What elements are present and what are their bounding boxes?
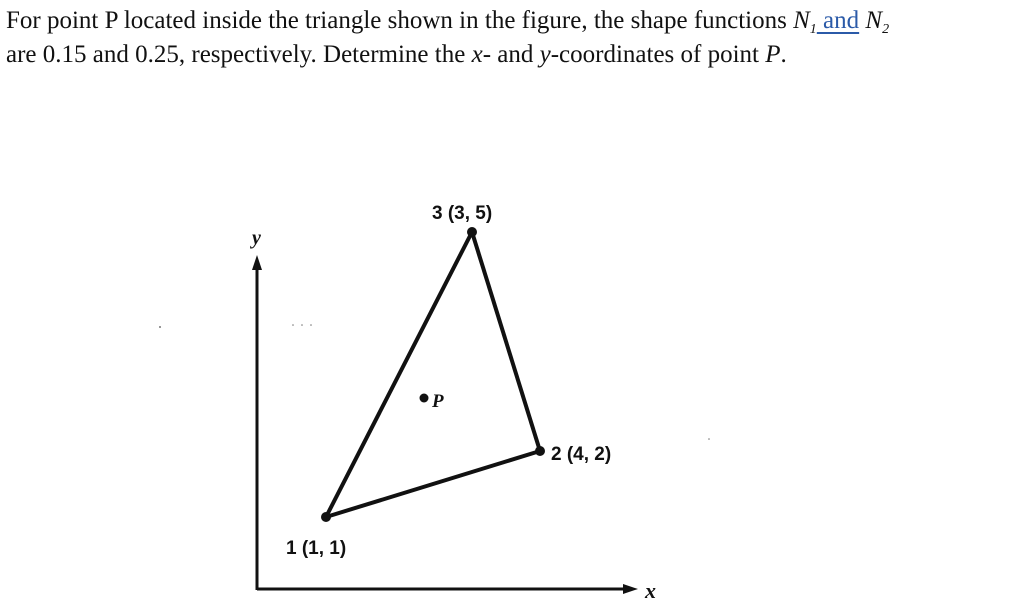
y-variable: y <box>539 41 551 68</box>
problem-text-line2: are 0.15 and 0.25, respectively. Determine the <box>6 41 472 68</box>
speck <box>310 324 312 326</box>
shape-function-n2: $N_2$ <box>859 7 890 37</box>
node-3-label: 3 (3, 5) <box>432 203 493 224</box>
shape-function-n1: $N_1$ <box>793 7 817 37</box>
point-variable: P <box>765 41 781 68</box>
x-axis-arrow <box>623 584 638 594</box>
and-link[interactable]: and <box>816 7 860 34</box>
node-3 <box>467 227 477 237</box>
edge-1-2 <box>326 451 540 517</box>
speck <box>708 438 710 440</box>
point-p-label: P <box>432 391 444 412</box>
speck <box>159 326 161 328</box>
node-2-label: 2 (4, 2) <box>551 444 612 465</box>
node-1 <box>321 512 331 522</box>
speck <box>301 324 303 326</box>
edge-1-3 <box>326 232 472 517</box>
point-p <box>420 394 429 403</box>
edge-3-2 <box>472 232 540 451</box>
x-variable: x <box>471 41 483 68</box>
problem-text-line1: For point P located inside the triangle shown in the figure, the shape functions <box>6 7 794 34</box>
problem-statement: For point P located inside the triangle shown in the figure, the shape functions $N_1$ and $N_2$ are 0.15 and 0.25, respectively. Determine the x- and y-coordinates of point P. <box>6 7 890 68</box>
node-1-label: 1 (1, 1) <box>286 538 347 559</box>
y-axis-arrow <box>252 255 262 270</box>
node-2 <box>535 446 545 456</box>
x-axis-label: x <box>645 578 656 603</box>
y-axis-label: y <box>252 227 261 249</box>
speck <box>292 324 294 326</box>
